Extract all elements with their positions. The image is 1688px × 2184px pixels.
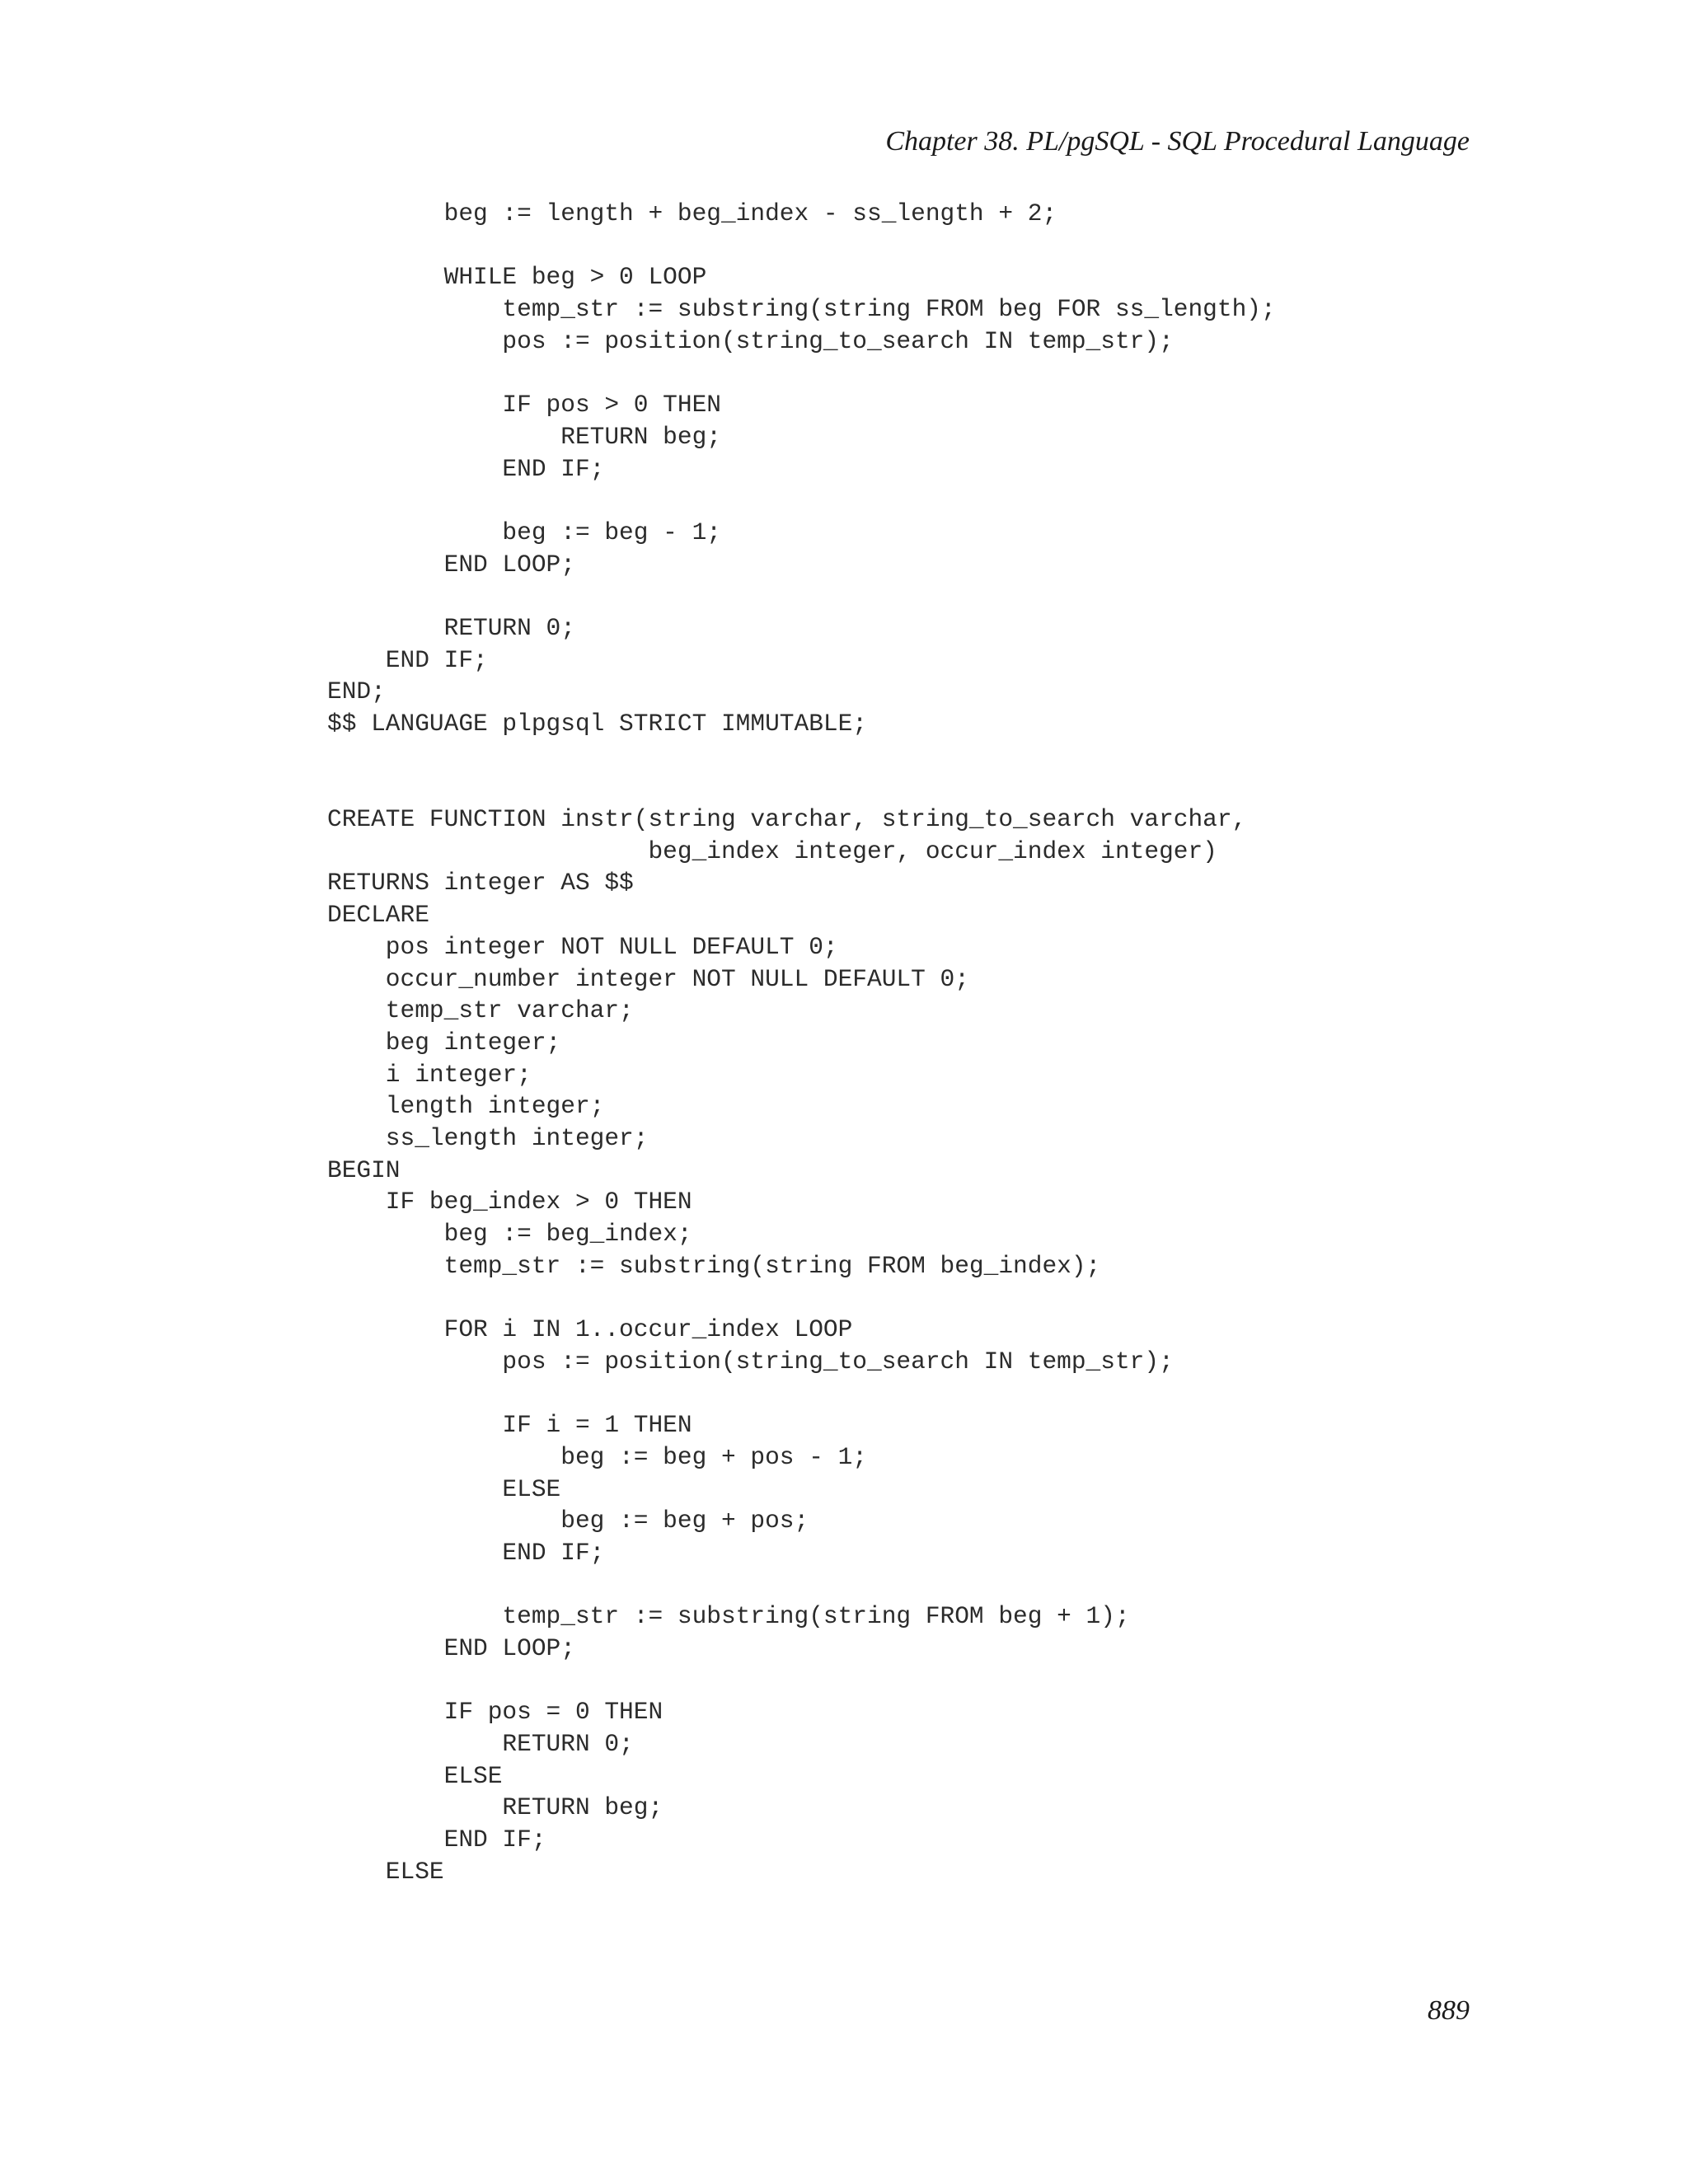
code-line: IF pos > 0 THEN: [327, 391, 721, 419]
code-line: beg_index integer, occur_index integer): [327, 837, 1217, 865]
code-line: beg := beg + pos - 1;: [327, 1442, 868, 1471]
code-line: [327, 740, 1276, 772]
code-line: END LOOP;: [327, 1633, 575, 1662]
code-line: beg := beg + pos;: [327, 1507, 809, 1535]
code-line: [327, 1377, 1276, 1409]
code-line: END IF;: [327, 645, 488, 674]
code-line: [327, 1569, 1276, 1601]
code-line: RETURN 0;: [327, 1730, 634, 1758]
code-line: ELSE: [327, 1761, 503, 1790]
chapter-header: Chapter 38. PL/pgSQL - SQL Procedural Language: [885, 126, 1470, 157]
code-line: pos integer NOT NULL DEFAULT 0;: [327, 932, 838, 961]
code-line: RETURN beg;: [327, 1793, 663, 1822]
code-line: WHILE beg > 0 LOOP: [327, 263, 707, 292]
code-line: CREATE FUNCTION instr(string varchar, string_to_search varchar,: [327, 805, 1247, 834]
code-line: temp_str := substring(string FROM beg_index);: [327, 1251, 1101, 1280]
code-line: $$ LANGUAGE plpgsql STRICT IMMUTABLE;: [327, 710, 868, 738]
code-line: pos := position(string_to_search IN temp_str);: [327, 326, 1174, 355]
code-line: END IF;: [327, 1538, 605, 1567]
code-line: END IF;: [327, 454, 605, 483]
code-line: RETURN beg;: [327, 422, 721, 451]
code-line: [327, 580, 1276, 612]
code-line: FOR i IN 1..occur_index LOOP: [327, 1315, 853, 1344]
code-line: IF pos = 0 THEN: [327, 1698, 663, 1727]
code-line: ELSE: [327, 1857, 444, 1886]
code-line: temp_str := substring(string FROM beg FOR ss_length);: [327, 295, 1276, 324]
code-line: [327, 357, 1276, 389]
code-line: RETURN 0;: [327, 613, 575, 642]
code-line: length integer;: [327, 1092, 605, 1121]
code-line: [327, 771, 1276, 804]
code-line: ELSE: [327, 1474, 561, 1503]
code-line: beg := beg - 1;: [327, 518, 721, 546]
code-line: [327, 230, 1276, 262]
code-line: BEGIN: [327, 1155, 401, 1184]
code-line: pos := position(string_to_search IN temp_str);: [327, 1347, 1174, 1376]
code-line: occur_number integer NOT NULL DEFAULT 0;: [327, 964, 969, 993]
code-line: [327, 1282, 1276, 1314]
code-line: i integer;: [327, 1060, 532, 1089]
code-line: END IF;: [327, 1825, 546, 1854]
code-line: beg := beg_index;: [327, 1220, 692, 1248]
code-line: temp_str := substring(string FROM beg + 1);: [327, 1602, 1130, 1631]
code-line: ss_length integer;: [327, 1123, 649, 1152]
code-line: temp_str varchar;: [327, 996, 634, 1025]
code-line: beg integer;: [327, 1028, 561, 1057]
code-line: DECLARE: [327, 901, 429, 930]
code-listing: [327, 198, 1276, 1887]
code-line: END LOOP;: [327, 550, 575, 579]
code-line: END;: [327, 677, 386, 706]
code-line: [327, 485, 1276, 517]
code-line: [327, 1665, 1276, 1697]
code-line: IF i = 1 THEN: [327, 1411, 692, 1440]
code-line: beg := length + beg_index - ss_length + 2;: [327, 199, 1057, 227]
code-line: RETURNS integer AS $$: [327, 869, 634, 898]
page-number: 889: [1428, 1995, 1470, 2026]
code-line: IF beg_index > 0 THEN: [327, 1188, 692, 1216]
